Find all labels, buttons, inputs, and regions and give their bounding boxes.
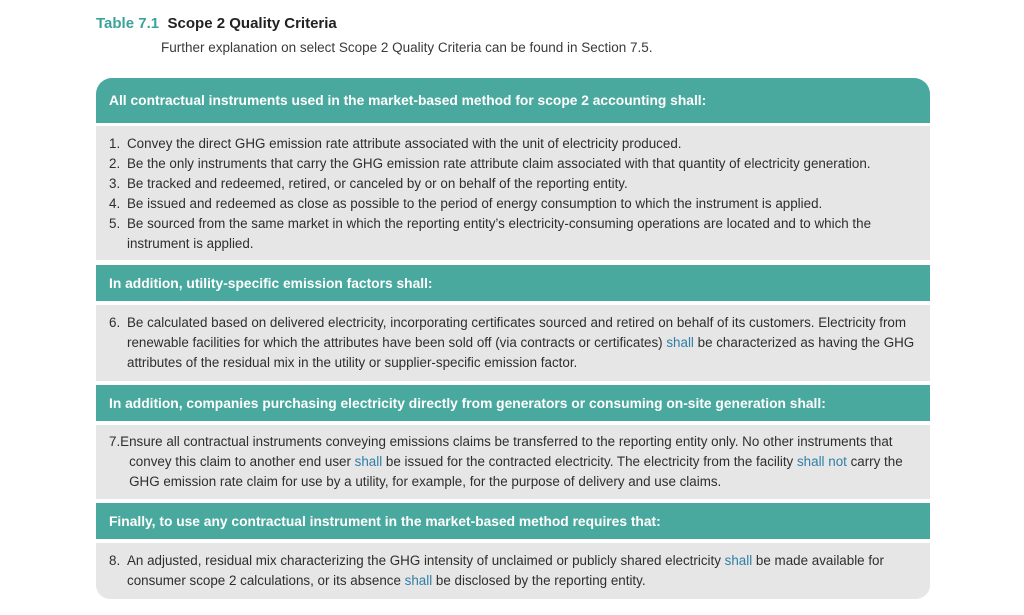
list-item <box>109 551 916 591</box>
item-number: 1. <box>109 136 121 151</box>
list-item <box>109 194 916 214</box>
item-text: Be issued and redeemed as close as possible to the period of energy consumption to which the instrument is applied. <box>127 196 823 211</box>
section-contractual-instruments <box>96 78 930 123</box>
section-header: In addition, companies purchasing electricity directly from generators or consuming on-site generation shall: <box>96 385 930 421</box>
section-header: In addition, utility-specific emission factors shall: <box>96 265 930 301</box>
item-text: Be calculated based on delivered electricity, incorporating certificates sourced and retired on behalf of its customers. Electricity from renewable facilities for which the attributes have been sold off (via contracts or certificates) shall be characterized as having the GHG attributes of the residual mix in the utility or supplier-specific emission factor. <box>127 315 915 370</box>
list-item <box>109 134 916 154</box>
table-number: Table 7.1 <box>96 15 160 32</box>
section-body <box>96 305 930 381</box>
item-text: Convey the direct GHG emission rate attribute associated with the unit of electricity produced. <box>127 136 682 151</box>
item-number: 3. <box>109 176 121 191</box>
item-number: 7.E <box>109 434 130 449</box>
item-text: An adjusted, residual mix characterizing the GHG intensity of unclaimed or publicly shared electricity shall be made available for consumer scope 2 calculations, or its absence shall be disclosed by the reporting entity. <box>127 553 884 588</box>
item-number: 6. <box>109 315 121 330</box>
section-header: All contractual instruments used in the market-based method for scope 2 accounting shall: <box>96 78 930 123</box>
section-body <box>96 126 930 260</box>
item-text: Be tracked and redeemed, retired, or canceled by or on behalf of the reporting entity. <box>127 176 628 191</box>
section-body <box>96 543 930 599</box>
shall-keyword: shall <box>404 573 433 588</box>
shall-keyword: shall <box>354 454 383 469</box>
list-item <box>109 174 916 194</box>
table-subtitle: Further explanation on select Scope 2 Quality Criteria can be found in Section 7.5. <box>161 40 653 55</box>
item-text: nsure all contractual instruments conveying emissions claims be transferred to the reporting entity only. No other instruments that convey this claim to another end user shall be issued for the contracted electricity. The electricity from the facility shall not carry the GHG emission rate claim for use by a utility, for example, for the purpose of delivery and use claims. <box>129 434 903 489</box>
table-title: Scope 2 Quality Criteria <box>167 15 337 32</box>
item-number: 2. <box>109 156 121 171</box>
item-text: Be sourced from the same market in which the reporting entity’s electricity-consuming operations are located and to which the instrument is applied. <box>127 216 872 251</box>
section-header: Finally, to use any contractual instrument in the market-based method requires that: <box>96 503 930 539</box>
list-item <box>109 214 916 254</box>
shall-keyword: shall <box>666 335 694 350</box>
item-number: 5. <box>109 216 121 231</box>
table-caption <box>96 15 653 55</box>
item-number: 8. <box>109 553 121 568</box>
item-number: 4. <box>109 196 121 211</box>
shall-keyword: shall <box>724 553 753 568</box>
list-item <box>109 154 916 174</box>
list-item <box>109 313 916 373</box>
shall-not-keyword: shall not <box>796 454 847 469</box>
section-body <box>96 425 930 499</box>
list-item <box>109 432 916 492</box>
item-text: Be the only instruments that carry the GHG emission rate attribute claim associated with that quantity of electricity generation. <box>127 156 871 171</box>
